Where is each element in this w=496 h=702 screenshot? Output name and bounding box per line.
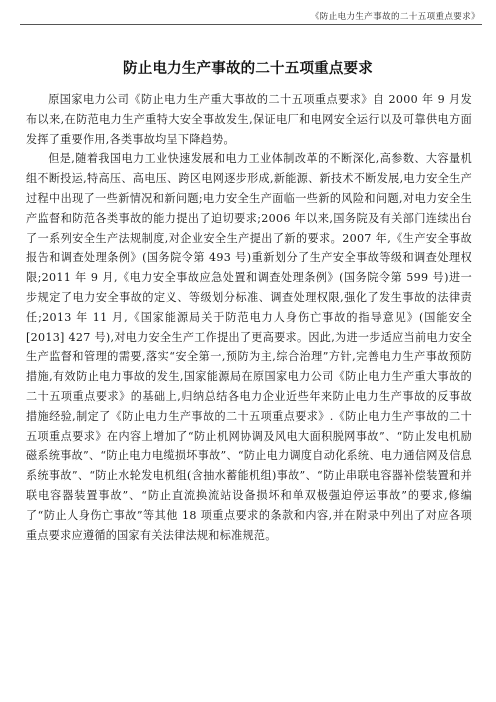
document-title: 防止电力生产事故的二十五项重点要求	[123, 61, 373, 77]
running-header: 《防止电力生产事故的二十五项重点要求》	[310, 12, 480, 22]
paragraph-2: 但是,随着我国电力工业快速发展和电力工业体制改革的不断深化,高参数、大容量机组不断投运,特高压、高电压、跨区电网逐步形成,新能源、新技术不断发展,电力安全生产过程中出现了一些新情况和新问题;电力安全生产面临一些新的风险和问题,对电力安全生产监督和防范各类事故的能力提出了迫切要求;2006 年以来,国务院及有关部门连续出台了一系列安全生产法规制度,对企业安全生产提出了新的要求。2007 年,《生产安全事故报告和调查处理条例》(国务院令第 493 号)重新划分了生产安全事故等级和调查处理权限;2011 年 9 月,《电力安全事故应急处置和调查处理条例》(国务院令第 599 号)进一步规定了电力安全事故的定义、等级划分标准、调查处理权限,强化了发生事故的法律责任;2013 年 11 月,《国家能源局关于防范电力人身伤亡事故的指导意见》(国能安全[2013] 427 号),对电力安全生产工作提出了更高要求。因此,为进一步适应当前电力安全生产监督和管理的需要,落实“安全第一,预防为主,综合治理”方针,完善电力生产事故预防措施,有效防止电力事故的发生,国家能源局在原国家电力公司《防止电力生产重大事故的二十五项重点要求》的基础上,归纳总结各电力企业近些年来防止电力生产事故的反事故措施经验,制定了《防止电力生产事故的二十五项重点要求》.《防止电力生产事故的二十五项重点要求》在内容上增加了“防止机网协调及风电大面积脱网事故”、“防止发电机励磁系统事故”、“防止电力电缆损坏事故”、“防止电力调度自动化系统、电力通信网及信息系统事故”、“防止水轮发电机组(含抽水蓄能机组)事故”、“防止串联电容器补偿装置和并联电容器装置事故”、“防止直流换流站设备损坏和单双极强迫停运事故”的要求,修编了“防止人身伤亡事故”等其他 18 项重点要求的条款和内容,并在附录中列出了对应各项重点要求应遵循的国家有关法律法规和标准规范。	[26, 152, 472, 542]
paragraph-1: 原国家电力公司《防止电力生产重大事故的二十五项重点要求》自 2000 年 9 月发布以来,在防范电力生产重特大安全事故发生,保证电厂和电网安全运行以及可靠供电方面发挥了重要作用,各类事故均呈下降趋势。	[26, 93, 472, 146]
header-divider	[20, 24, 482, 25]
document-body	[26, 90, 472, 545]
